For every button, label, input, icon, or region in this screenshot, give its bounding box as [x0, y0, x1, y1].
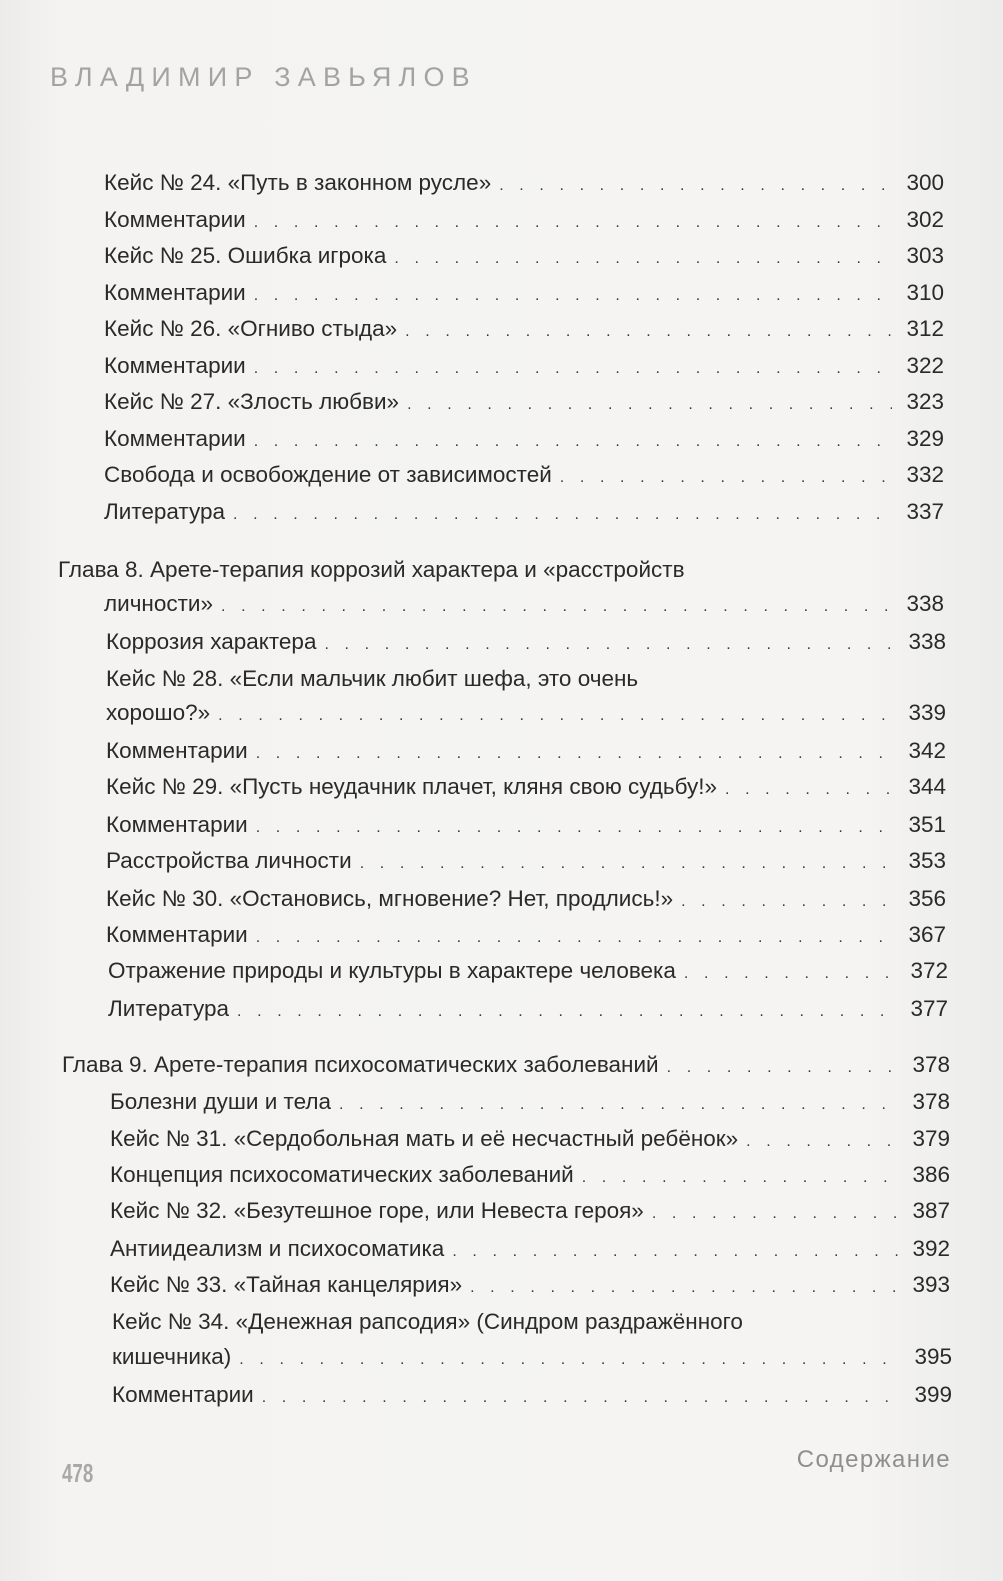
toc-entry — [106, 772, 946, 805]
toc-entry-page: 338 — [908, 629, 946, 654]
leader-dots — [256, 923, 894, 953]
toc-entry-title: Кейс № 31. «Сердобольная мать и её несчастный ребёнок» — [110, 1126, 739, 1151]
toc-entry-page: 338 — [906, 591, 944, 616]
leader-dots — [405, 317, 892, 347]
toc-entry — [112, 1380, 952, 1413]
toc-entry-page: 356 — [908, 886, 946, 911]
toc-entry — [104, 314, 944, 347]
toc-entry — [110, 1270, 950, 1303]
leader-dots — [254, 427, 892, 457]
toc-entry-title: Комментарии — [106, 738, 248, 763]
toc-entry-page: 399 — [914, 1382, 952, 1407]
toc-entry-page: 395 — [914, 1344, 952, 1369]
leader-dots — [221, 592, 892, 622]
toc-entry-title: Отражение природы и культуры в характере человека — [108, 958, 676, 983]
leader-dots — [339, 1090, 898, 1120]
leader-dots — [681, 887, 894, 917]
toc-entry-page: 372 — [910, 958, 948, 983]
toc-entry — [104, 241, 944, 274]
toc-entry-page: 351 — [908, 812, 946, 837]
toc-entry-page: 342 — [908, 738, 946, 763]
toc-entry-page: 329 — [906, 426, 944, 451]
toc-entry-title: Глава 9. Арете-терапия психосоматических заболеваний — [62, 1052, 659, 1077]
toc-entry-title: Комментарии — [104, 207, 246, 232]
leader-dots — [254, 354, 892, 384]
leader-dots — [254, 208, 892, 238]
toc-entry — [104, 460, 944, 493]
toc-entry — [106, 627, 946, 660]
toc-entry — [108, 994, 948, 1027]
leader-dots — [254, 281, 892, 311]
toc-entry-page: 302 — [906, 207, 944, 232]
toc-chapter-entry — [62, 1050, 950, 1083]
toc-entry — [108, 956, 948, 989]
toc-entry-title: Концепция психосоматических заболеваний — [110, 1162, 574, 1187]
leader-dots — [233, 500, 892, 530]
page-number: 478 — [62, 1458, 94, 1488]
toc-entry-title: Комментарии — [112, 1382, 254, 1407]
toc-entry-page: 312 — [906, 316, 944, 341]
toc-entry-title: Литература — [108, 996, 230, 1021]
toc-entry-page: 339 — [908, 700, 946, 725]
leader-dots — [324, 630, 894, 660]
toc-entry-title: Свобода и освобождение от зависимостей — [104, 462, 552, 487]
toc-entry-page: 377 — [910, 996, 948, 1021]
toc-entry-title: Кейс № 25. Ошибка игрока — [104, 243, 387, 268]
toc-entry-title: Комментарии — [104, 426, 246, 451]
toc-entry-title: Комментарии — [104, 353, 246, 378]
toc-entry — [104, 278, 944, 311]
leader-dots — [684, 959, 896, 989]
toc-entry — [110, 1234, 950, 1267]
leader-dots — [256, 739, 894, 769]
toc-entry-first-line: Кейс № 28. «Если мальчик любит шефа, это очень — [106, 666, 639, 691]
leader-dots — [452, 1237, 898, 1267]
leader-dots — [499, 171, 892, 201]
toc-entry-title: личности» — [104, 591, 213, 616]
toc-entry — [104, 205, 944, 238]
toc-entry — [110, 1160, 950, 1193]
toc-entry — [106, 810, 946, 843]
leader-dots — [746, 1127, 898, 1157]
leader-dots — [407, 390, 892, 420]
leader-dots — [239, 1345, 900, 1375]
leader-dots — [667, 1053, 898, 1083]
toc-entry-title: Кейс № 33. «Тайная канцелярия» — [110, 1272, 463, 1297]
leader-dots — [360, 849, 894, 879]
toc-entry-title: Болезни души и тела — [110, 1089, 332, 1114]
toc-entry-title: Комментарии — [106, 922, 248, 947]
toc-entry — [110, 1196, 950, 1229]
toc-entry-title: Кейс № 29. «Пусть неудачник плачет, кляня свою судьбу!» — [106, 774, 717, 799]
toc-entry — [106, 698, 946, 731]
toc-entry-page: 379 — [912, 1126, 950, 1151]
toc-entry — [110, 1124, 950, 1157]
toc-entry-page: 337 — [906, 499, 944, 524]
toc-entry-title: кишечника) — [112, 1344, 232, 1369]
toc-entry-page: 393 — [912, 1272, 950, 1297]
chapter-heading: Глава 8. Арете-терапия коррозий характера и «расстройств — [58, 557, 685, 582]
toc-entry-page: 303 — [906, 243, 944, 268]
toc-entry-title: Кейс № 26. «Огниво стыда» — [104, 316, 398, 341]
toc-entry — [106, 846, 946, 879]
toc-entry — [104, 424, 944, 457]
toc-entry-title: Коррозия характера — [106, 629, 317, 654]
leader-dots — [560, 463, 892, 493]
toc-entry-page: 310 — [906, 280, 944, 305]
leader-dots — [470, 1273, 898, 1303]
toc-entry — [104, 589, 944, 622]
leader-dots — [237, 997, 896, 1027]
toc-entry — [104, 168, 944, 201]
toc-entry-page: 378 — [912, 1089, 950, 1114]
toc-entry-first-line: Кейс № 34. «Денежная рапсодия» (Синдром раздражённого — [112, 1309, 743, 1334]
toc-entry-page: 323 — [906, 389, 944, 414]
toc-entry — [106, 920, 946, 953]
toc-entry-page: 332 — [906, 462, 944, 487]
toc-entry-title: Литература — [104, 499, 226, 524]
toc-entry-title: Кейс № 24. «Путь в законном русле» — [104, 170, 492, 195]
toc-entry — [104, 351, 944, 384]
leader-dots — [256, 813, 894, 843]
toc-entry-page: 344 — [908, 774, 946, 799]
leader-dots — [582, 1163, 898, 1193]
toc-entry-title: Кейс № 27. «Злость любви» — [104, 389, 400, 414]
toc-entry-page: 322 — [906, 353, 944, 378]
toc-entry — [112, 1342, 952, 1375]
toc-entry-page: 353 — [908, 848, 946, 873]
toc-entry-page: 386 — [912, 1162, 950, 1187]
toc-entry-title: Кейс № 30. «Остановись, мгновение? Нет, продлись!» — [106, 886, 674, 911]
toc-entry-title: Комментарии — [104, 280, 246, 305]
running-head-author: ВЛАДИМИР ЗАВЬЯЛОВ — [50, 62, 477, 92]
toc-entry-title: Расстройства личности — [106, 848, 352, 873]
toc-entry-page: 300 — [906, 170, 944, 195]
toc-entry-title: Комментарии — [106, 812, 248, 837]
toc-entry-page: 392 — [912, 1236, 950, 1261]
toc-entry-page: 378 — [912, 1052, 950, 1077]
toc-entry — [104, 387, 944, 420]
toc-entry-title: хорошо?» — [106, 700, 211, 725]
toc-entry — [110, 1087, 950, 1120]
toc-entry-title: Антиидеализм и психосоматика — [110, 1236, 445, 1261]
leader-dots — [218, 701, 894, 731]
leader-dots — [652, 1199, 898, 1229]
leader-dots — [262, 1383, 900, 1413]
toc-entry-page: 387 — [912, 1198, 950, 1223]
toc-entry — [106, 736, 946, 769]
toc-entry-page: 367 — [908, 922, 946, 947]
toc-entry — [106, 884, 946, 917]
toc-entry-title: Кейс № 32. «Безутешное горе, или Невеста героя» — [110, 1198, 644, 1223]
footer-section-title: Содержание — [796, 1446, 951, 1473]
leader-dots — [394, 244, 892, 274]
leader-dots — [725, 775, 894, 805]
toc-entry — [104, 497, 944, 530]
